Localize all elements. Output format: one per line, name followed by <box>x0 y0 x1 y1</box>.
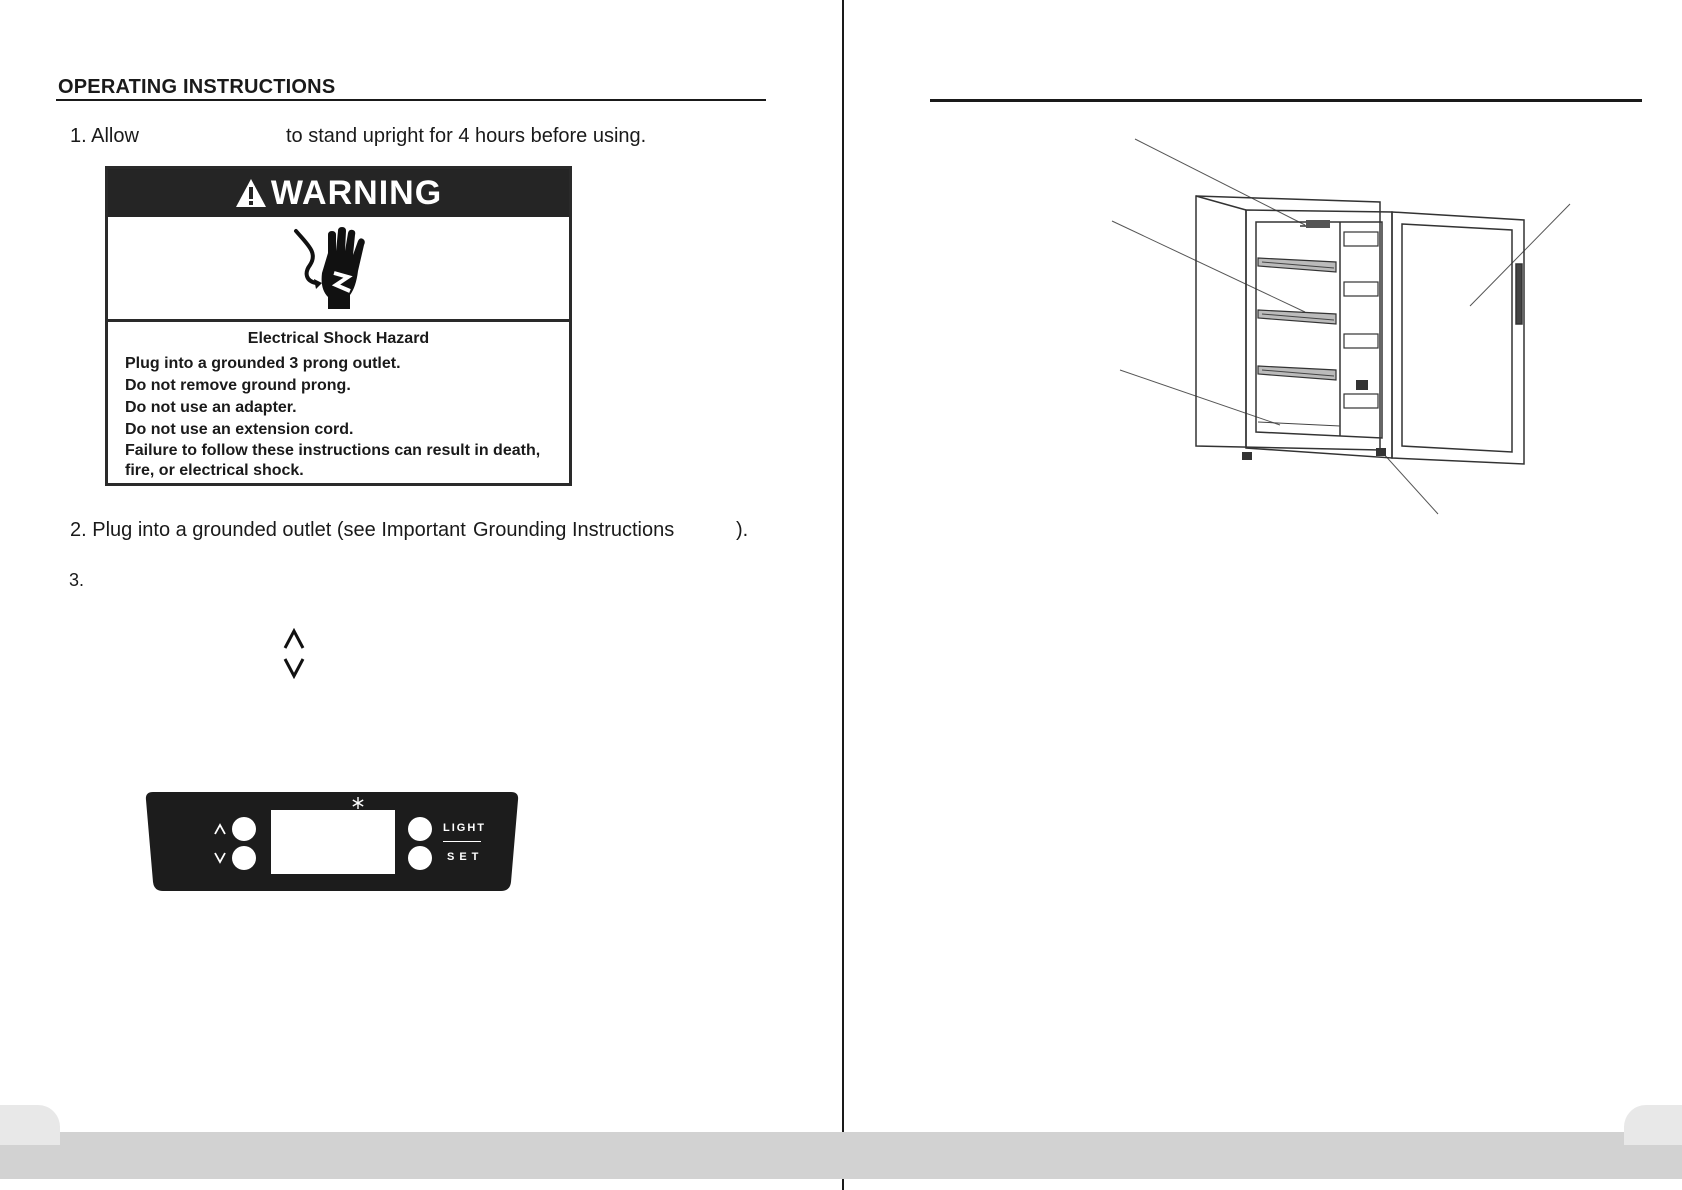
warning-line: Do not remove ground prong. <box>125 377 351 394</box>
footer-band <box>0 1132 1682 1179</box>
step-1-prefix: 1. Allow <box>70 125 139 147</box>
hazard-title: Electrical Shock Hazard <box>247 330 430 347</box>
warning-line: Plug into a grounded 3 prong outlet. <box>125 355 401 372</box>
step-2-text: 2. Plug into a grounded outlet (see Important <box>70 519 466 541</box>
step-3-number: 3. <box>69 570 85 590</box>
electric-shock-hand-icon <box>288 225 378 315</box>
control-panel-diagram <box>145 792 519 892</box>
center-page-divider <box>842 0 844 1190</box>
panel-set-label: SET <box>447 851 484 863</box>
footer-tab-left <box>0 1105 60 1145</box>
warning-line: Failure to follow these instructions can result in death, <box>125 442 541 459</box>
panel-label-divider <box>443 841 481 842</box>
step-2-reference: Grounding Instructions <box>473 519 675 541</box>
warning-header <box>108 169 569 217</box>
step-2-close: ). <box>736 519 749 541</box>
warning-divider <box>108 319 569 322</box>
panel-up-button <box>232 817 256 841</box>
panel-up-arrow-icon <box>214 823 226 835</box>
warning-line: fire, or electrical shock. <box>125 462 304 479</box>
title-rule-right <box>930 99 1642 102</box>
warning-label <box>105 166 572 486</box>
control-panel-shape <box>145 792 519 892</box>
snowflake-icon <box>351 796 365 810</box>
refrigerator-diagram <box>1100 130 1580 520</box>
footer-tab-right <box>1624 1105 1682 1145</box>
up-arrow-icon <box>283 628 305 650</box>
warning-triangle-icon <box>235 178 267 208</box>
section-title: OPERATING INSTRUCTIONS <box>58 76 336 98</box>
warning-heading: WARNING <box>270 173 443 212</box>
warning-line: Do not use an extension cord. <box>125 421 354 438</box>
warning-instructions <box>125 353 540 481</box>
panel-down-button <box>232 846 256 870</box>
step-1-suffix: to stand upright for 4 hours before using. <box>286 125 647 147</box>
down-arrow-icon <box>283 657 305 679</box>
panel-light-label: LIGHT <box>443 822 486 834</box>
warning-line: Do not use an adapter. <box>125 399 297 416</box>
title-rule-left <box>56 99 766 101</box>
panel-down-arrow-icon <box>214 852 226 864</box>
panel-set-button <box>408 846 432 870</box>
panel-light-button <box>408 817 432 841</box>
